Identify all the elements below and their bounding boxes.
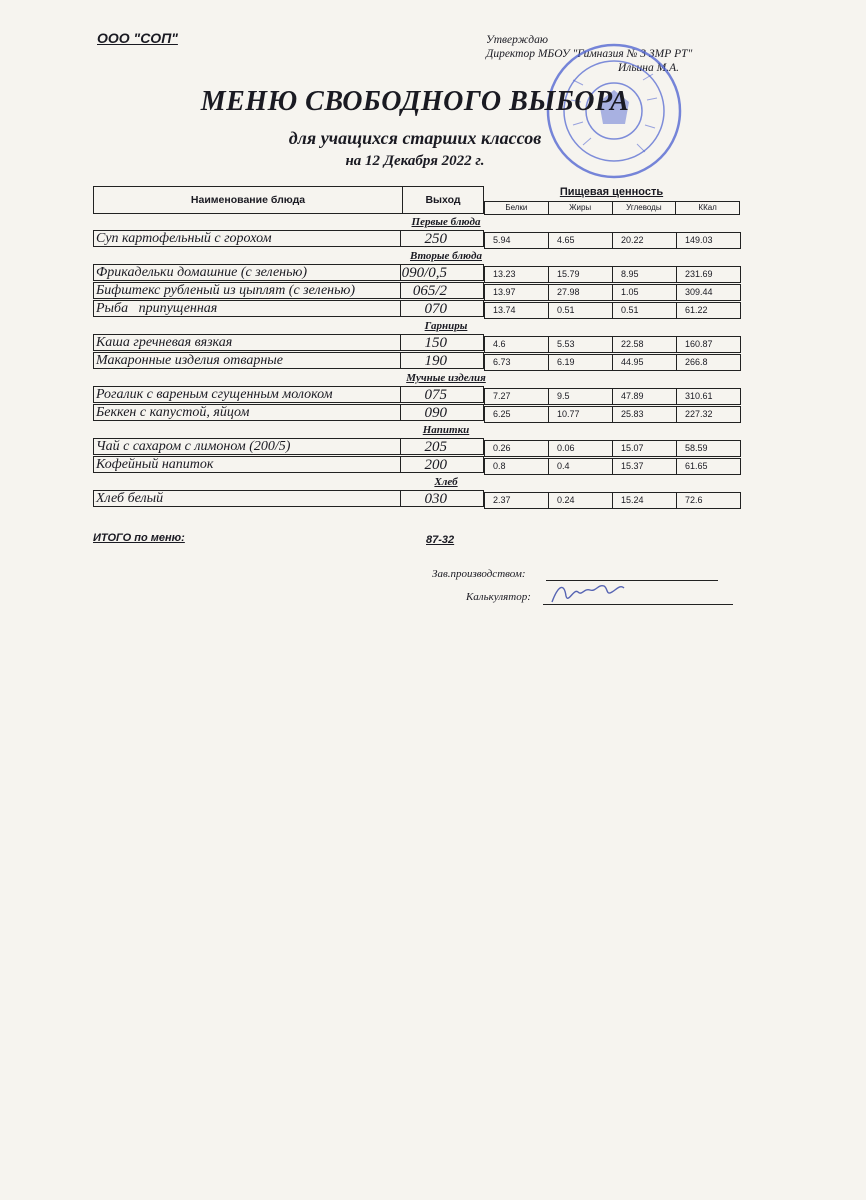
proteins-value: 13.97 (493, 287, 516, 297)
kcal-value: 58.59 (676, 441, 740, 456)
dish-output: 200 (401, 456, 484, 473)
kcal-value: 227.32 (676, 407, 740, 422)
dish-output: 090 (401, 404, 484, 421)
fats-value: 27.98 (548, 285, 612, 300)
kcal-value: 231.69 (676, 267, 740, 282)
carbs-value: 0.51 (612, 303, 676, 318)
carbs-value: 22.58 (612, 337, 676, 352)
table-row (93, 282, 739, 300)
dish-nutrition (484, 266, 741, 283)
carbs-value: 15.07 (612, 441, 676, 456)
fats-value: 0.51 (548, 303, 612, 318)
approval-position: Директор МБОУ "Гимназия № 3 ЗМР РТ" (486, 48, 693, 60)
proteins-value: 2.37 (493, 495, 511, 505)
dish-nutrition (484, 354, 741, 371)
header-proteins: Белки (484, 202, 548, 214)
fats-value: 0.24 (548, 493, 612, 508)
section-title: Вторые блюда (410, 250, 482, 262)
dish-output: 190 (401, 352, 484, 369)
proteins-value: 0.8 (493, 461, 506, 471)
section-title: Хлеб (434, 476, 458, 488)
dish-name: Кофейный напиток (93, 456, 401, 473)
dish-name: Бифштекс рубленый из цыплят (с зеленью) (93, 282, 401, 299)
proteins-value: 4.6 (493, 339, 506, 349)
dish-nutrition (484, 336, 741, 353)
kcal-value: 160.87 (676, 337, 740, 352)
kcal-value: 309.44 (676, 285, 740, 300)
carbs-value: 1.05 (612, 285, 676, 300)
proteins-value: 5.94 (493, 235, 511, 245)
kcal-value: 310.61 (676, 389, 740, 404)
fats-value: 15.79 (548, 267, 612, 282)
header-fats: Жиры (548, 202, 612, 214)
kcal-value: 72.6 (676, 493, 740, 508)
carbs-value: 8.95 (612, 267, 676, 282)
dish-output: 090/0,5 (401, 264, 484, 281)
table-row (93, 456, 739, 474)
total-label: ИТОГО по меню: (93, 532, 185, 544)
table-header (93, 186, 739, 214)
dish-name: Чай с сахаром с лимоном (200/5) (93, 438, 401, 455)
fats-value: 9.5 (548, 389, 612, 404)
table-row (93, 490, 739, 508)
calculator-label: Калькулятор: (466, 591, 531, 603)
fats-value: 4.65 (548, 233, 612, 248)
dish-nutrition (484, 458, 741, 475)
proteins-value: 6.25 (493, 409, 511, 419)
menu-subtitle: для учащихся старших классов (288, 128, 542, 148)
carbs-value: 47.89 (612, 389, 676, 404)
dish-name: Беккен с капустой, яйцом (93, 404, 401, 421)
organization-name: ООО "СОП" (97, 30, 178, 46)
dish-name: Макаронные изделия отварные (93, 352, 401, 369)
header-carbs: Углеводы (612, 202, 676, 214)
approval-label: Утверждаю (486, 34, 548, 46)
dish-output: 065/2 (401, 282, 484, 299)
dish-name: Фрикадельки домашние (с зеленью) (93, 264, 401, 281)
dish-output: 250 (401, 230, 484, 247)
section-title: Мучные изделия (406, 372, 486, 384)
dish-nutrition (484, 284, 741, 301)
menu-table (93, 186, 739, 508)
dish-name: Рогалик с вареным сгущенным молоком (93, 386, 401, 403)
menu-date: на 12 Декабря 2022 г. (345, 153, 485, 169)
kcal-value: 149.03 (676, 233, 740, 248)
proteins-value: 13.23 (493, 269, 516, 279)
fats-value: 5.53 (548, 337, 612, 352)
fats-value: 10.77 (548, 407, 612, 422)
menu-title: МЕНЮ СВОБОДНОГО ВЫБОРА (200, 86, 630, 117)
header-nutrition-subcolumns (484, 201, 740, 215)
dish-name: Суп картофельный с горохом (93, 230, 401, 247)
proteins-value: 7.27 (493, 391, 511, 401)
dish-output: 070 (401, 300, 484, 317)
dish-nutrition (484, 388, 741, 405)
header-kcal: ККал (675, 202, 739, 214)
kcal-value: 266.8 (676, 355, 740, 370)
section-title: Гарниры (424, 320, 468, 332)
table-row (93, 404, 739, 422)
table-row (93, 300, 739, 318)
dish-output: 075 (401, 386, 484, 403)
carbs-value: 15.37 (612, 459, 676, 474)
dish-output: 205 (401, 438, 484, 455)
fats-value: 0.4 (548, 459, 612, 474)
table-row (93, 334, 739, 352)
table-row (93, 230, 739, 248)
header-dish-name: Наименование блюда (93, 186, 403, 214)
section-title: Первые блюда (411, 216, 481, 228)
carbs-value: 20.22 (612, 233, 676, 248)
approval-name: Ильина М.А. (618, 62, 679, 74)
kcal-value: 61.22 (676, 303, 740, 318)
header-output: Выход (403, 186, 484, 214)
fats-value: 6.19 (548, 355, 612, 370)
carbs-value: 15.24 (612, 493, 676, 508)
proteins-value: 13.74 (493, 305, 516, 315)
handwritten-signature-icon (548, 578, 628, 608)
table-row (93, 264, 739, 282)
dish-nutrition (484, 232, 741, 249)
dish-output: 150 (401, 334, 484, 351)
proteins-value: 0.26 (493, 443, 511, 453)
dish-output: 030 (401, 490, 484, 507)
production-head-label: Зав.производством: (432, 568, 526, 580)
carbs-value: 44.95 (612, 355, 676, 370)
table-row (93, 438, 739, 456)
dish-name: Хлеб белый (93, 490, 401, 507)
fats-value: 0.06 (548, 441, 612, 456)
table-row (93, 386, 739, 404)
dish-nutrition (484, 492, 741, 509)
carbs-value: 25.83 (612, 407, 676, 422)
proteins-value: 6.73 (493, 357, 511, 367)
dish-name: Каша гречневая вязкая (93, 334, 401, 351)
header-nutrition: Пищевая ценность (559, 186, 664, 198)
section-title: Напитки (422, 424, 470, 436)
dish-name: Рыба припущенная (93, 300, 401, 317)
table-row (93, 352, 739, 370)
dish-nutrition (484, 406, 741, 423)
total-value: 87-32 (426, 534, 455, 546)
dish-nutrition (484, 440, 741, 457)
kcal-value: 61.65 (676, 459, 740, 474)
dish-nutrition (484, 302, 741, 319)
